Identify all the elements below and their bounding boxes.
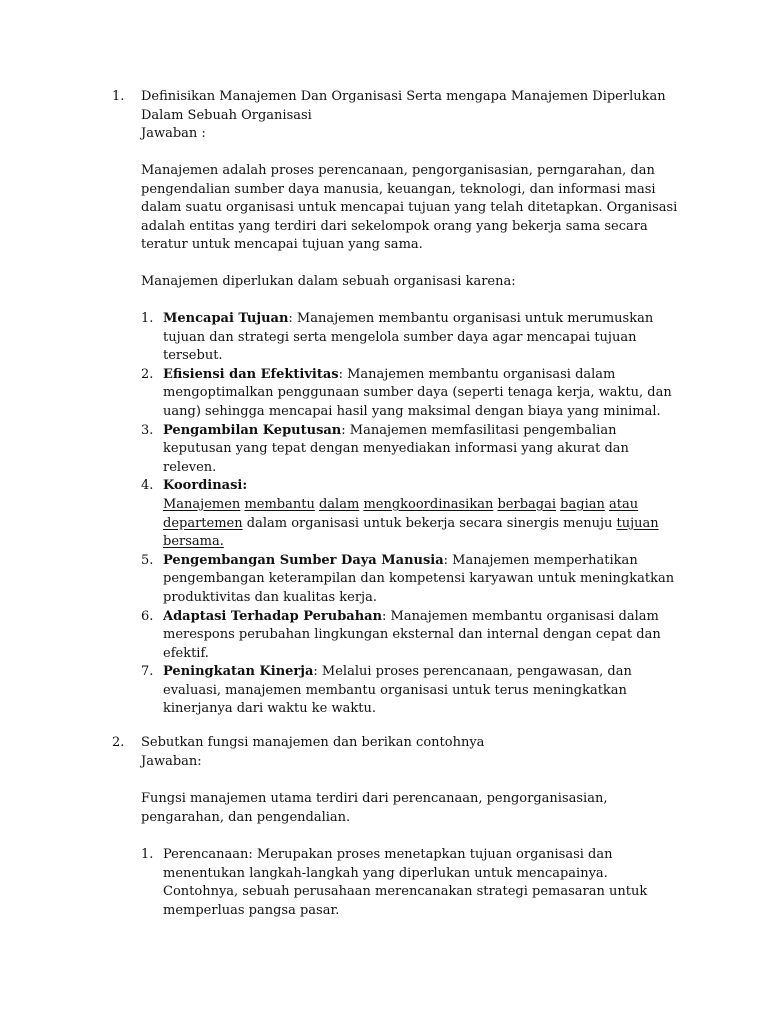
question-text: Sebutkan fungsi manajemen dan berikan contohnya (141, 735, 485, 750)
underlined-word: bagian (560, 496, 605, 512)
question-text-line-1: Definisikan Manajemen Dan Organisasi Serta mengapa Manajemen Diperlukan (141, 89, 666, 104)
question-text-line-2: Dalam Sebuah Organisasi (141, 107, 312, 123)
underlined-word: Manajemen (163, 496, 241, 512)
list-item-text: : Manajemen membantu organisasi dalam mengoptimalkan penggunaan sumber daya (seperti tenaga kerja, waktu, dan uang) sehingga mencapai hasil yang maksimal dengan biaya yang minimal. (163, 366, 672, 419)
list-item (141, 422, 681, 478)
list-item (141, 366, 681, 422)
list-item (141, 608, 681, 664)
question-number: 2. (112, 735, 125, 750)
list-item-title: Pengembangan Sumber Daya Manusia (163, 552, 444, 568)
reasons-list (141, 310, 681, 719)
list-item-title: Koordinasi: (163, 478, 248, 494)
list-item-title: Adaptasi Terhadap Perubahan (163, 608, 383, 624)
list-item-number: 7. (141, 664, 154, 680)
list-item (141, 552, 681, 608)
list-item-title: Pengambilan Keputusan (163, 422, 342, 438)
list-item-title: Efisiensi dan Efektivitas (163, 366, 339, 382)
list-item-text: : Manajemen membantu organisasi untuk merumuskan tujuan dan strategi serta mengelola sumber daya agar mencapai tujuan tersebut. (163, 311, 654, 364)
list-item-number: 5. (141, 552, 154, 568)
underlined-word: berbagai (497, 496, 557, 512)
reasons-intro: Manajemen diperlukan dalam sebuah organisasi karena: (141, 274, 516, 289)
answer-label: Jawaban: (141, 753, 202, 769)
list-item-title: Mencapai Tujuan (163, 311, 289, 326)
underlined-word: tujuan (616, 515, 659, 531)
list-item-text: Perencanaan: Merupakan proses menetapkan tujuan organisasi dan menentukan langkah-langkah yang diperlukan untuk mencapainya. Contohnya, sebuah perusahaan merencanakan strategi pemasaran untuk memperluas pangsa pasar. (163, 847, 648, 918)
list-item-number: 3. (141, 422, 154, 438)
list-item (141, 310, 681, 366)
list-item-text: : Melalui proses perencanaan, pengawasan, dan evaluasi, manajemen membantu organisasi untuk terus meningkatkan kinerjanya dari waktu ke waktu. (163, 664, 632, 717)
list-item-text: : Manajemen memperhatikan pengembangan keterampilan dan kompetensi karyawan untuk meningkatkan produktivitas dan kualitas kerja. (163, 552, 675, 605)
list-item-number: 6. (141, 608, 154, 624)
list-item (141, 663, 681, 719)
list-item-number: 1. (141, 847, 154, 862)
definition-paragraph: Manajemen adalah proses perencanaan, pengorganisasian, perngarahan, dan pengendalian sumber daya manusia, keuangan, teknologi, dan informasi masi dalam suatu organisasi untuk mencapai tujuan yang telah ditetapkan. Organisasi adalah entitas yang terdiri dari sekelompok orang yang bekerja sama secara teratur untuk mencapai tujuan yang sama. (141, 163, 678, 253)
list-item (141, 477, 681, 551)
underlined-word: atau (609, 496, 639, 512)
functions-intro: Fungsi manajemen utama terdiri dari perencanaan, pengorganisasian, pengarahan, dan pengendalian. (141, 791, 608, 825)
underlined-word: bersama. (163, 534, 224, 550)
koordinasi-text (163, 496, 681, 552)
list-item (141, 846, 681, 920)
list-item-number: 4. (141, 478, 154, 494)
underlined-word: departemen (163, 515, 243, 531)
functions-list (141, 846, 681, 920)
list-item-text: : Manajemen membantu organisasi dalam merespons perubahan lingkungan eksternal dan internal dengan cepat dan efektif. (163, 608, 661, 661)
list-item-number: 1. (141, 311, 154, 326)
question-2 (112, 734, 672, 771)
question-1 (112, 88, 672, 144)
koordinasi-plain-text: dalam organisasi untuk bekerja secara sinergis menuju (242, 515, 617, 531)
list-item-number: 2. (141, 366, 154, 382)
list-item-text: : Manajemen memfasilitasi pengembalian keputusan yang tepat dengan menyediakan informasi yang akurat dan releven. (163, 422, 629, 475)
underlined-word: mengkoordinasikan (363, 496, 494, 512)
answer-label: Jawaban : (141, 126, 206, 142)
underlined-word: dalam (318, 496, 360, 512)
list-item-title: Peningkatan Kinerja (163, 664, 314, 680)
question-number: 1. (112, 89, 125, 104)
underlined-word: membantu (244, 496, 315, 512)
